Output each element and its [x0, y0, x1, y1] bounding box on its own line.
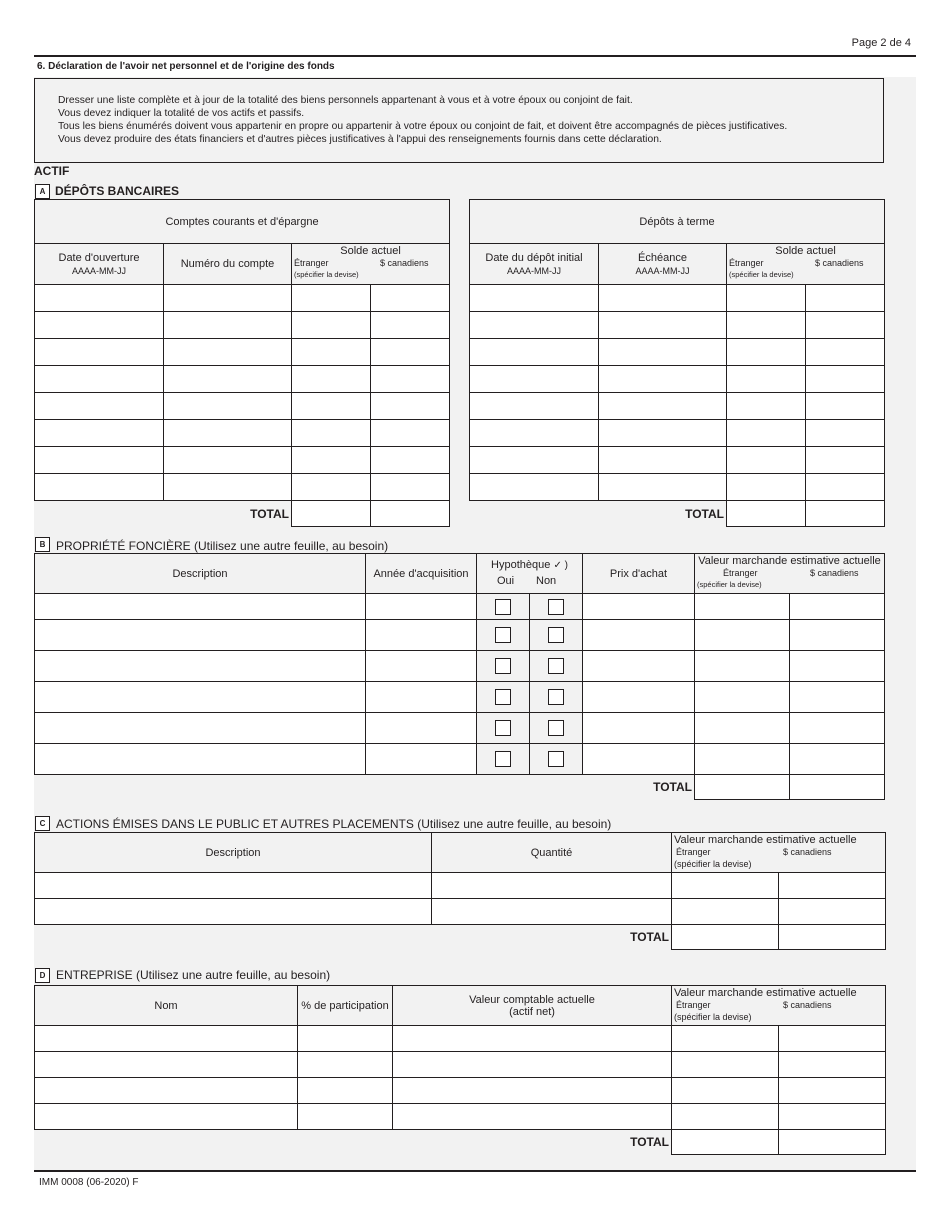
entreprise-total-label: TOTAL [630, 1135, 669, 1150]
entreprise-nom-cell[interactable] [35, 1052, 298, 1078]
comptes-solde-label: Solde actuel [340, 245, 401, 257]
entreprise-etranger-cell[interactable] [672, 1078, 779, 1104]
propriete-description-cell[interactable] [35, 620, 366, 651]
section-c-title: ACTIONS ÉMISES DANS LE PUBLIC ET AUTRES PLACEMENTS (Utilisez une autre feuille, au besoin) [56, 817, 612, 831]
section-c-letter: C [35, 816, 50, 831]
comptes-etranger-cell[interactable] [292, 285, 371, 312]
propriete-annee-cell[interactable] [366, 744, 477, 775]
depots-echeance-cell[interactable] [599, 474, 727, 501]
hypotheque-oui-checkbox[interactable] [495, 689, 511, 705]
actions-specifier-label: (spécifier la devise) [674, 859, 752, 869]
depots-canadiens-cell[interactable] [806, 366, 885, 393]
instructions-box [34, 78, 884, 163]
entreprise-col-nom: Nom [35, 986, 298, 1026]
comptes-numero-cell[interactable] [164, 393, 292, 420]
propriete-etranger-label: Étranger [723, 568, 758, 578]
depots-date-cell[interactable] [470, 339, 599, 366]
actions-description-cell[interactable] [35, 899, 432, 925]
hypotheque-oui-checkbox[interactable] [495, 599, 511, 615]
propriete-prix-cell[interactable] [583, 651, 695, 682]
instruction-line-1: Dresser une liste complète et à jour de la totalité des biens personnels appartenant à vous et à votre époux ou conjoint de fait. [58, 95, 633, 106]
depots-date-cell[interactable] [470, 285, 599, 312]
comptes-canadiens-cell[interactable] [371, 393, 450, 420]
propriete-prix-cell[interactable] [583, 744, 695, 775]
comptes-col-solde [292, 244, 450, 285]
comptes-courants-table [34, 199, 450, 527]
depots-date-cell[interactable] [470, 366, 599, 393]
hypotheque-non-checkbox[interactable] [548, 689, 564, 705]
section-b-letter: B [35, 537, 50, 552]
depots-etranger-cell[interactable] [727, 393, 806, 420]
comptes-date-cell[interactable] [35, 474, 164, 501]
propriete-annee-cell[interactable] [366, 713, 477, 744]
propriete-canadiens-cell[interactable] [790, 620, 885, 651]
propriete-specifier-label: (spécifier la devise) [697, 580, 762, 589]
depots-total-label: TOTAL [685, 506, 724, 521]
entreprise-participation-cell[interactable] [298, 1104, 393, 1130]
depots-etranger-cell[interactable] [727, 366, 806, 393]
entreprise-valeur-comptable-cell[interactable] [393, 1026, 672, 1052]
propriete-total-label: TOTAL [653, 780, 692, 795]
actions-etranger-label: Étranger [676, 847, 711, 857]
depots-echeance-cell[interactable] [599, 339, 727, 366]
actions-quantite-cell[interactable] [432, 899, 672, 925]
actions-etranger-cell[interactable] [672, 873, 779, 899]
actions-etranger-cell[interactable] [672, 899, 779, 925]
propriete-etranger-cell[interactable] [695, 620, 790, 651]
entreprise-canadiens-cell[interactable] [779, 1052, 886, 1078]
propriete-canadiens-cell[interactable] [790, 594, 885, 620]
comptes-etranger-cell[interactable] [292, 420, 371, 447]
propriete-annee-cell[interactable] [366, 594, 477, 620]
depots-canadiens-cell[interactable] [806, 339, 885, 366]
depots-col-date-label: Date du dépôt initial [485, 252, 583, 264]
comptes-numero-cell[interactable] [164, 420, 292, 447]
propriete-total-canadiens[interactable] [790, 775, 885, 800]
instruction-line-2: Vous devez indiquer la totalité de vos actifs et passifs. [58, 108, 305, 119]
entreprise-etranger-cell[interactable] [672, 1052, 779, 1078]
depots-canadiens-cell[interactable] [806, 285, 885, 312]
actif-heading: ACTIF [34, 164, 70, 178]
depots-etranger-cell[interactable] [727, 312, 806, 339]
actif-net-label: (actif net) [509, 1005, 555, 1018]
depots-col-echeance-label: Échéance [638, 252, 687, 264]
instruction-line-3: Tous les biens énumérés doivent vous appartenir en propre ou appartenir à votre époux ou conjoint de fait, et doivent être accompagnés de pièces justificatives. [58, 121, 788, 132]
depots-canadiens-cell[interactable] [806, 474, 885, 501]
entreprise-valeur-label: Valeur marchande estimative actuelle [674, 987, 857, 999]
depots-canadiens-cell[interactable] [806, 312, 885, 339]
depots-date-cell[interactable] [470, 447, 599, 474]
comptes-total-etranger[interactable] [292, 501, 371, 527]
hypotheque-oui-checkbox[interactable] [495, 720, 511, 736]
depots-date-cell[interactable] [470, 393, 599, 420]
comptes-date-cell[interactable] [35, 393, 164, 420]
entreprise-etranger-cell[interactable] [672, 1104, 779, 1130]
comptes-date-format: AAAA-MM-JJ [72, 266, 126, 276]
propriete-col-prix: Prix d'achat [583, 554, 695, 594]
depots-canadiens-cell[interactable] [806, 447, 885, 474]
entreprise-valeur-comptable-cell[interactable] [393, 1078, 672, 1104]
depots-total-etranger[interactable] [727, 501, 806, 527]
comptes-canadiens-label: $ canadiens [380, 258, 429, 268]
entreprise-col-participation: % de participation [298, 986, 393, 1026]
comptes-total-label: TOTAL [250, 506, 289, 521]
depots-total-canadiens[interactable] [806, 501, 885, 527]
propriete-canadiens-cell[interactable] [790, 713, 885, 744]
propriete-fonciere-table [34, 553, 885, 800]
depots-solde-label: Solde actuel [775, 245, 836, 257]
propriete-canadiens-cell[interactable] [790, 682, 885, 713]
comptes-etranger-cell[interactable] [292, 393, 371, 420]
actions-total-canadiens[interactable] [779, 925, 886, 950]
depots-etranger-label: Étranger [729, 258, 764, 268]
entreprise-total-canadiens[interactable] [779, 1130, 886, 1155]
propriete-canadiens-cell[interactable] [790, 744, 885, 775]
actions-col-quantite: Quantité [432, 833, 672, 873]
entreprise-table [34, 985, 886, 1155]
comptes-canadiens-cell[interactable] [371, 420, 450, 447]
entreprise-participation-cell[interactable] [298, 1078, 393, 1104]
hypotheque-oui-checkbox[interactable] [495, 627, 511, 643]
entreprise-nom-cell[interactable] [35, 1104, 298, 1130]
depots-col-echeance [599, 244, 727, 285]
propriete-total-etranger[interactable] [695, 775, 790, 800]
hypotheque-label: Hypothèque [491, 559, 551, 571]
actions-table [34, 832, 886, 950]
comptes-numero-cell[interactable] [164, 285, 292, 312]
propriete-prix-cell[interactable] [583, 682, 695, 713]
depots-date-cell[interactable] [470, 312, 599, 339]
propriete-col-hypotheque [477, 554, 583, 594]
page-number: Page 2 de 4 [851, 37, 911, 49]
entreprise-total-etranger[interactable] [672, 1130, 779, 1155]
propriete-prix-cell[interactable] [583, 594, 695, 620]
comptes-numero-cell[interactable] [164, 339, 292, 366]
depots-etranger-cell[interactable] [727, 339, 806, 366]
actions-col-valeur [672, 833, 886, 873]
depots-terme-table [469, 199, 885, 527]
depots-echeance-cell[interactable] [599, 447, 727, 474]
depots-etranger-cell[interactable] [727, 447, 806, 474]
depots-echeance-cell[interactable] [599, 366, 727, 393]
propriete-prix-cell[interactable] [583, 620, 695, 651]
section-a-title: DÉPÔTS BANCAIRES [55, 184, 180, 198]
depots-echeance-format: AAAA-MM-JJ [635, 266, 690, 276]
comptes-etranger-cell[interactable] [292, 366, 371, 393]
hypotheque-oui-checkbox[interactable] [495, 658, 511, 674]
hypotheque-non-checkbox[interactable] [548, 720, 564, 736]
section-a-letter: A [35, 184, 50, 199]
entreprise-col-valeur-comptable [393, 986, 672, 1026]
section-b-title: PROPRIÉTÉ FONCIÈRE (Utilisez une autre feuille, au besoin) [56, 539, 389, 553]
propriete-col-annee: Année d'acquisition [366, 554, 477, 594]
section-d-letter: D [35, 968, 50, 983]
depots-canadiens-cell[interactable] [806, 393, 885, 420]
entreprise-valeur-comptable-cell[interactable] [393, 1052, 672, 1078]
propriete-description-cell[interactable] [35, 713, 366, 744]
propriete-etranger-cell[interactable] [695, 594, 790, 620]
comptes-header: Comptes courants et d'épargne [35, 200, 450, 244]
actions-canadiens-cell[interactable] [779, 873, 886, 899]
hypotheque-oui-checkbox[interactable] [495, 751, 511, 767]
comptes-date-cell[interactable] [35, 285, 164, 312]
entreprise-canadiens-cell[interactable] [779, 1104, 886, 1130]
hypotheque-non-checkbox[interactable] [548, 751, 564, 767]
entreprise-etranger-label: Étranger [676, 1000, 711, 1010]
comptes-numero-cell[interactable] [164, 447, 292, 474]
depots-header: Dépôts à terme [470, 200, 885, 244]
depots-date-cell[interactable] [470, 420, 599, 447]
depots-etranger-cell[interactable] [727, 474, 806, 501]
comptes-col-date-label: Date d'ouverture [58, 252, 140, 264]
bottom-rule [34, 1170, 916, 1172]
entreprise-nom-cell[interactable] [35, 1026, 298, 1052]
comptes-etranger-label: Étranger [294, 258, 329, 268]
depots-echeance-cell[interactable] [599, 312, 727, 339]
comptes-etranger-cell[interactable] [292, 339, 371, 366]
depots-canadiens-cell[interactable] [806, 420, 885, 447]
entreprise-specifier-label: (spécifier la devise) [674, 1012, 752, 1022]
comptes-canadiens-cell[interactable] [371, 285, 450, 312]
propriete-valeur-label: Valeur marchande estimative actuelle [698, 555, 881, 567]
comptes-etranger-cell[interactable] [292, 447, 371, 474]
actions-total-label: TOTAL [630, 930, 669, 945]
depots-etranger-cell[interactable] [727, 420, 806, 447]
propriete-etranger-cell[interactable] [695, 682, 790, 713]
entreprise-participation-cell[interactable] [298, 1026, 393, 1052]
comptes-date-cell[interactable] [35, 312, 164, 339]
comptes-etranger-cell[interactable] [292, 312, 371, 339]
entreprise-col-valeur [672, 986, 886, 1026]
instruction-line-4: Vous devez produire des états financiers et d'autres pièces justificatives à l'appui des renseignements fournis dans cette déclaration. [58, 134, 662, 145]
comptes-etranger-cell[interactable] [292, 474, 371, 501]
comptes-numero-cell[interactable] [164, 474, 292, 501]
entreprise-participation-cell[interactable] [298, 1052, 393, 1078]
propriete-description-cell[interactable] [35, 594, 366, 620]
entreprise-etranger-cell[interactable] [672, 1026, 779, 1052]
propriete-etranger-cell[interactable] [695, 713, 790, 744]
comptes-specifier-label: (spécifier la devise) [294, 270, 359, 279]
depots-echeance-cell[interactable] [599, 393, 727, 420]
hypotheque-non-checkbox[interactable] [548, 599, 564, 615]
valeur-comptable-label: Valeur comptable actuelle [469, 993, 595, 1006]
comptes-canadiens-cell[interactable] [371, 339, 450, 366]
propriete-annee-cell[interactable] [366, 682, 477, 713]
depots-date-format: AAAA-MM-JJ [507, 266, 561, 276]
depots-canadiens-label: $ canadiens [815, 258, 864, 268]
hypotheque-check: ✓ ) [553, 560, 568, 571]
depots-echeance-cell[interactable] [599, 420, 727, 447]
propriete-description-cell[interactable] [35, 682, 366, 713]
comptes-date-cell[interactable] [35, 339, 164, 366]
hypotheque-oui-label: Oui [497, 575, 515, 587]
depots-col-solde [727, 244, 885, 285]
comptes-canadiens-cell[interactable] [371, 447, 450, 474]
actions-canadiens-cell[interactable] [779, 899, 886, 925]
actions-canadiens-label: $ canadiens [783, 847, 832, 857]
propriete-etranger-cell[interactable] [695, 651, 790, 682]
propriete-canadiens-cell[interactable] [790, 651, 885, 682]
comptes-numero-cell[interactable] [164, 312, 292, 339]
hypotheque-non-label: Non [536, 575, 557, 587]
actions-quantite-cell[interactable] [432, 873, 672, 899]
depots-echeance-cell[interactable] [599, 285, 727, 312]
propriete-etranger-cell[interactable] [695, 744, 790, 775]
actions-valeur-label: Valeur marchande estimative actuelle [674, 834, 857, 846]
actions-description-cell[interactable] [35, 873, 432, 899]
propriete-description-cell[interactable] [35, 651, 366, 682]
comptes-date-cell[interactable] [35, 447, 164, 474]
comptes-total-canadiens[interactable] [371, 501, 450, 527]
depots-etranger-cell[interactable] [727, 285, 806, 312]
comptes-col-numero: Numéro du compte [164, 244, 292, 285]
propriete-annee-cell[interactable] [366, 651, 477, 682]
depots-date-cell[interactable] [470, 474, 599, 501]
top-rule [34, 55, 916, 57]
section-d-title: ENTREPRISE (Utilisez une autre feuille, au besoin) [56, 968, 331, 982]
propriete-description-cell[interactable] [35, 744, 366, 775]
depots-col-date [470, 244, 599, 285]
entreprise-canadiens-cell[interactable] [779, 1078, 886, 1104]
entreprise-canadiens-cell[interactable] [779, 1026, 886, 1052]
entreprise-nom-cell[interactable] [35, 1078, 298, 1104]
form-id: IMM 0008 (06-2020) F [39, 1177, 139, 1188]
section-6-title: 6. Déclaration de l'avoir net personnel et de l'origine des fonds [37, 61, 335, 72]
actions-total-etranger[interactable] [672, 925, 779, 950]
hypotheque-non-checkbox[interactable] [548, 658, 564, 674]
propriete-canadiens-label: $ canadiens [810, 568, 859, 578]
propriete-col-valeur [695, 554, 885, 594]
comptes-date-cell[interactable] [35, 366, 164, 393]
comptes-canadiens-cell[interactable] [371, 366, 450, 393]
comptes-date-cell[interactable] [35, 420, 164, 447]
propriete-prix-cell[interactable] [583, 713, 695, 744]
comptes-numero-cell[interactable] [164, 366, 292, 393]
comptes-canadiens-cell[interactable] [371, 312, 450, 339]
entreprise-valeur-comptable-cell[interactable] [393, 1104, 672, 1130]
propriete-annee-cell[interactable] [366, 620, 477, 651]
depots-specifier-label: (spécifier la devise) [729, 270, 794, 279]
entreprise-canadiens-label: $ canadiens [783, 1000, 832, 1010]
comptes-canadiens-cell[interactable] [371, 474, 450, 501]
propriete-col-description: Description [35, 554, 366, 594]
hypotheque-non-checkbox[interactable] [548, 627, 564, 643]
comptes-col-date [35, 244, 164, 285]
actions-col-description: Description [35, 833, 432, 873]
